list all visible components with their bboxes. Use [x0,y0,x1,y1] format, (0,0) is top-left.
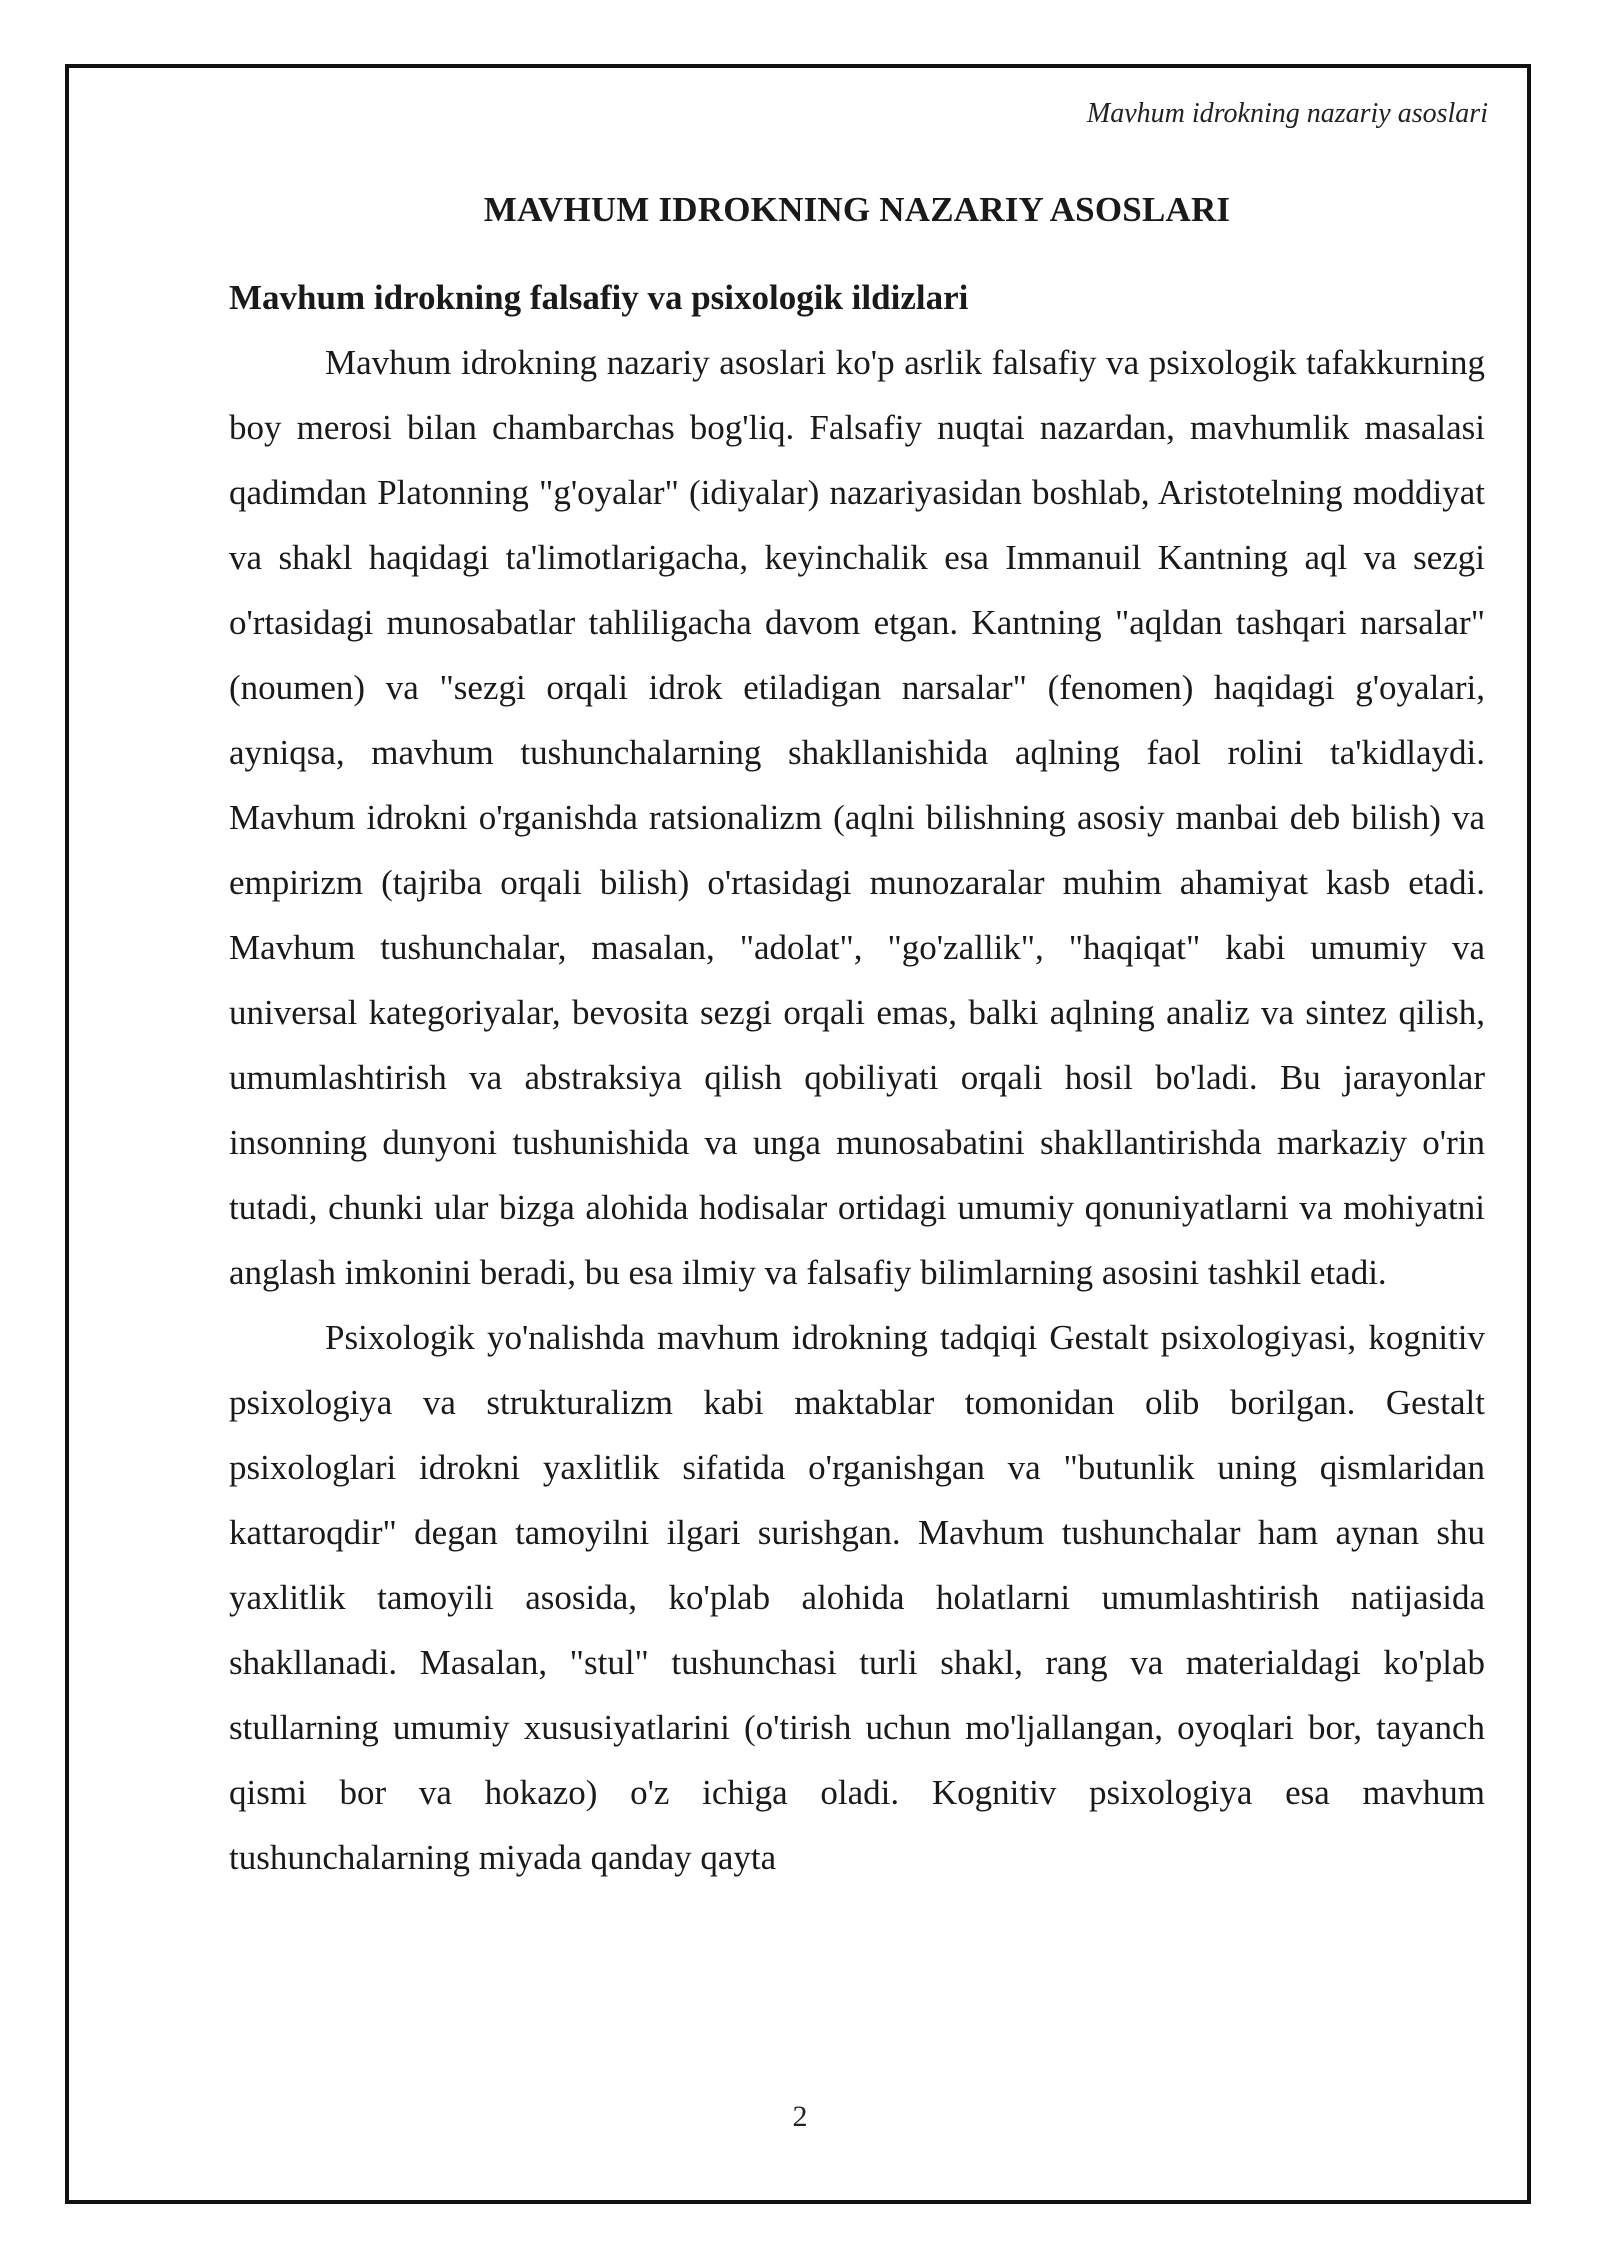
section-heading: Mavhum idrokning falsafiy va psixologik ildizlari [229,278,969,317]
document-body [229,180,1485,1890]
running-header: Mavhum idrokning nazariy asoslari [1086,98,1488,129]
page-number: 2 [792,2100,808,2133]
document-title: MAVHUM IDROKNING NAZARIY ASOSLARI [483,190,1231,229]
body-paragraph: Mavhum idrokning nazariy asoslari ko'p asrlik falsafiy va psixologik tafakkurning boy merosi bilan chambarchas bog'liq. Falsafiy nuqtai nazardan, mavhumlik masalasi qadimdan Platonning "g'oyalar" (idiyalar) nazariyasidan boshlab, Aristotelning moddiyat va shakl haqidagi ta'limotlarigacha, keyinchalik esa Immanuil Kantning aql va sezgi o'rtasidagi munosabatlar tahliligacha davom etgan. Kantning "aqldan tashqari narsalar" (noumen) va "sezgi orqali idrok etiladigan narsalar" (fenomen) haqidagi g'oyalari, ayniqsa, mavhum tushunchalarning shakllanishida aqlning faol rolini ta'kidlaydi. Mavhum idrokni o'rganishda ratsionalizm (aqlni bilishning asosiy manbai deb bilish) va empirizm (tajriba orqali bilish) o'rtasidagi munozaralar muhim ahamiyat kasb etadi. Mavhum tushunchalar, masalan, "adolat", "go'zallik", "haqiqat" kabi umumiy va universal kategoriyalar, bevosita sezgi orqali emas, balki aqlning analiz va sintez qilish, umumlashtirish va abstraksiya qilish qobiliyati orqali hosil bo'ladi. Bu jarayonlar insonning dunyoni tushunishida va unga munosabatini shakllantirishda markaziy o'rin tutadi, chunki ular bizga alohida hodisalar ortidagi umumiy qonuniyatlarni va mohiyatni anglash imkonini beradi, bu esa ilmiy va falsafiy bilimlarning asosini tashkil etadi. [229,343,1485,1292]
body-paragraph: Psixologik yo'nalishda mavhum idrokning tadqiqi Gestalt psixologiyasi, kognitiv psixologiya va strukturalizm kabi maktablar tomonidan olib borilgan. Gestalt psixologlari idrokni yaxlitlik sifatida o'rganishgan va "butunlik uning qismlaridan kattaroqdir" degan tamoyilni ilgari surishgan. Mavhum tushunchalar ham aynan shu yaxlitlik tamoyili asosida, ko'plab alohida holatlarni umumlashtirish natijasida shakllanadi. Masalan, "stul" tushunchasi turli shakl, rang va materialdagi ko'plab stullarning umumiy xususiyatlarini (o'tirish uchun mo'ljallangan, oyoqlari bor, tayanch qismi bor va hokazo) o'z ichiga oladi. Kognitiv psixologiya esa mavhum tushunchalarning miyada qanday qayta [229,1318,1485,1877]
